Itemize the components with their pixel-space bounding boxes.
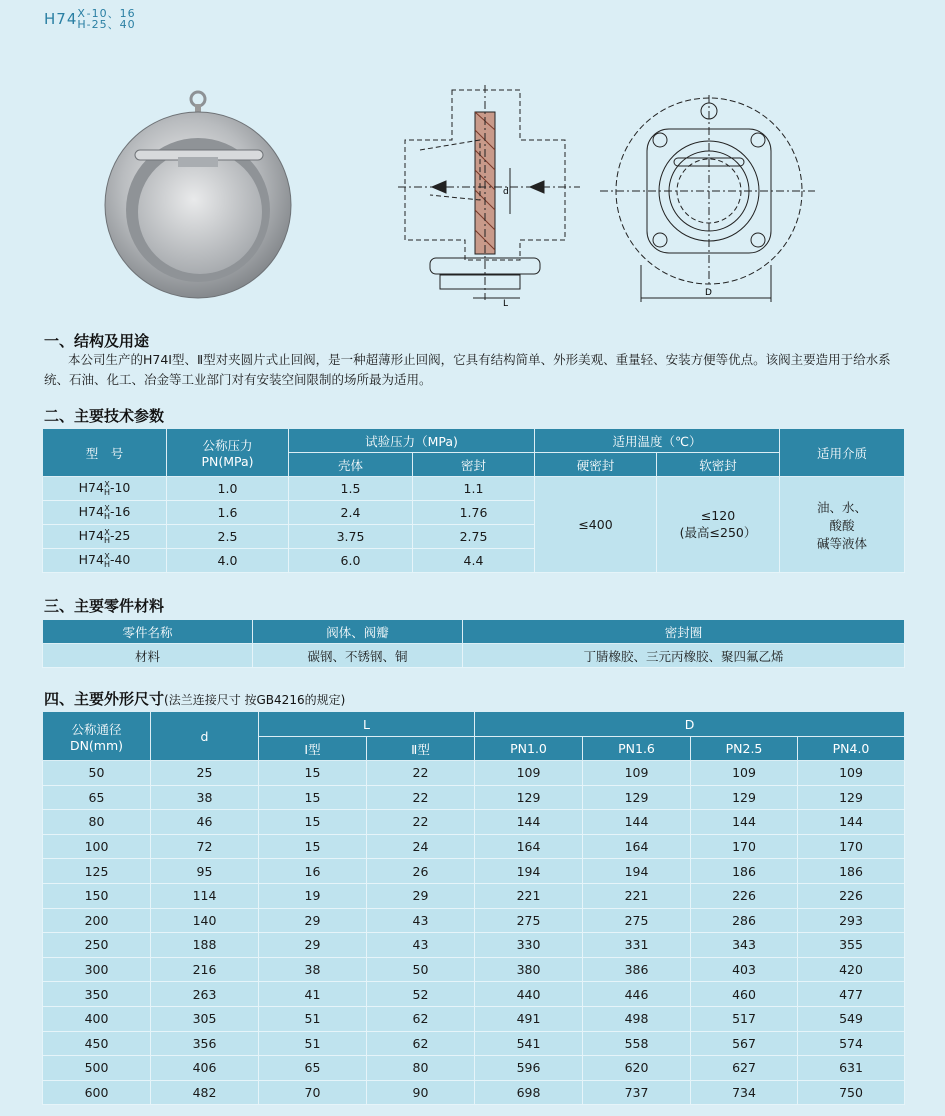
dimension-cell: 22 <box>367 761 475 786</box>
model-cell: H74 X H -10 <box>43 477 167 501</box>
dimension-cell: 286 <box>691 908 798 933</box>
dimension-cell: 24 <box>367 834 475 859</box>
dimensions-table <box>42 711 905 1105</box>
dimension-cell: 51 <box>259 1006 367 1031</box>
dimension-cell: 38 <box>259 957 367 982</box>
pn-cell: 1.6 <box>167 501 289 525</box>
section1-title: 一、结构及用途 <box>44 332 150 350</box>
dimension-cell: 15 <box>259 785 367 810</box>
body-material-cell: 碳钢、不锈钢、铜 <box>253 644 463 668</box>
dimension-cell: 600 <box>43 1080 151 1105</box>
header-d: d <box>151 712 259 761</box>
pressure-stack <box>87 8 136 30</box>
dimension-cell: 144 <box>798 810 905 835</box>
dimension-cell: 22 <box>367 810 475 835</box>
dimension-cell: 221 <box>475 883 583 908</box>
dimension-cell: 129 <box>583 785 691 810</box>
dimension-cell: 50 <box>367 957 475 982</box>
dimension-cell: 29 <box>259 908 367 933</box>
dimension-cell: 355 <box>798 933 905 958</box>
dimension-cell: 440 <box>475 982 583 1007</box>
dimension-cell: 29 <box>259 933 367 958</box>
table-row <box>43 477 905 501</box>
dimension-cell: 90 <box>367 1080 475 1105</box>
dimension-cell: 62 <box>367 1031 475 1056</box>
dimension-cell: 164 <box>475 834 583 859</box>
shell-cell: 2.4 <box>289 501 413 525</box>
table-row <box>43 810 905 835</box>
dimension-cell: 170 <box>691 834 798 859</box>
dimension-cell: 129 <box>691 785 798 810</box>
dimension-cell: 300 <box>43 957 151 982</box>
dimension-cell: 51 <box>259 1031 367 1056</box>
dimension-cell: 100 <box>43 834 151 859</box>
dimension-cell: 574 <box>798 1031 905 1056</box>
table-row <box>43 1056 905 1081</box>
dimension-cell: 350 <box>43 982 151 1007</box>
dimension-cell: 65 <box>259 1056 367 1081</box>
dimension-cell: 482 <box>151 1080 259 1105</box>
dimension-cell: 403 <box>691 957 798 982</box>
dimension-cell: 500 <box>43 1056 151 1081</box>
pressures-top: -10、16 <box>86 7 136 20</box>
dimension-cell: 216 <box>151 957 259 982</box>
dimension-cell: 50 <box>43 761 151 786</box>
dimension-cell: 144 <box>475 810 583 835</box>
hard-seal-temp-cell: ≤400 <box>535 477 657 573</box>
dimension-cell: 194 <box>475 859 583 884</box>
header-medium: 适用介质 <box>780 429 905 477</box>
header-dn: 公称通径 DN(mm) <box>43 712 151 761</box>
dimension-cell: 140 <box>151 908 259 933</box>
dimension-cell: 129 <box>798 785 905 810</box>
dimension-cell: 734 <box>691 1080 798 1105</box>
front-view-drawing-icon <box>600 95 815 302</box>
header-pn2.5: PN2.5 <box>691 737 798 761</box>
table-row <box>43 1006 905 1031</box>
section3-title: 三、主要零件材料 <box>44 597 165 615</box>
dimension-cell: 70 <box>259 1080 367 1105</box>
table-row <box>43 785 905 810</box>
dimension-cell: 16 <box>259 859 367 884</box>
dimension-cell: 400 <box>43 1006 151 1031</box>
dimension-cell: 263 <box>151 982 259 1007</box>
dimension-cell: 38 <box>151 785 259 810</box>
dimension-cell: 22 <box>367 785 475 810</box>
dimensions-body <box>43 761 905 1105</box>
section1-body: 本公司生产的H74Ⅰ型、Ⅱ型对夹圆片式止回阀，是一种超薄形止回阀，它具有结构简单、外形美观、重量轻、安装方便等优点。该阀主要造用于给水系统、石油、化工、冶金等工业部门对有安装空间限制的场所最为适用。 <box>44 352 891 387</box>
model-cell: H74 X H -16 <box>43 501 167 525</box>
dimension-cell: 226 <box>691 883 798 908</box>
variant-bottom: H <box>77 18 87 31</box>
dimension-cell: 620 <box>583 1056 691 1081</box>
header-type1: Ⅰ型 <box>259 737 367 761</box>
seal-material-cell: 丁腈橡胶、三元丙橡胶、聚四氟乙烯 <box>463 644 905 668</box>
dimension-cell: 109 <box>798 761 905 786</box>
dimension-cell: 460 <box>691 982 798 1007</box>
seal-cell: 1.1 <box>413 477 535 501</box>
material-label-cell: 材料 <box>43 644 253 668</box>
dimension-cell: 19 <box>259 883 367 908</box>
header-soft-seal: 软密封 <box>657 453 780 477</box>
model-variant-stack <box>77 8 86 30</box>
dimension-cell: 46 <box>151 810 259 835</box>
dimension-cell: 109 <box>475 761 583 786</box>
dimension-cell: 129 <box>475 785 583 810</box>
tech-params-table <box>42 428 905 573</box>
dimension-cell: 226 <box>798 883 905 908</box>
dimension-cell: 517 <box>691 1006 798 1031</box>
dimension-cell: 109 <box>691 761 798 786</box>
dimension-cell: 596 <box>475 1056 583 1081</box>
figures-area <box>0 80 945 320</box>
table-row <box>43 644 905 668</box>
dim-L-label: L <box>503 299 509 309</box>
dimension-cell: 29 <box>367 883 475 908</box>
dimension-cell: 343 <box>691 933 798 958</box>
header-type2: Ⅱ型 <box>367 737 475 761</box>
dimension-cell: 698 <box>475 1080 583 1105</box>
dimension-cell: 15 <box>259 761 367 786</box>
dimension-cell: 144 <box>583 810 691 835</box>
dimension-cell: 52 <box>367 982 475 1007</box>
dimension-cell: 631 <box>798 1056 905 1081</box>
dimension-cell: 62 <box>367 1006 475 1031</box>
pressures-bottom: -25、40 <box>86 18 136 31</box>
dimension-cell: 15 <box>259 810 367 835</box>
dimension-cell: 164 <box>583 834 691 859</box>
header-seal: 密封 <box>413 453 535 477</box>
table-row <box>43 883 905 908</box>
dim-D-label: D <box>705 288 712 298</box>
dimension-cell: 43 <box>367 933 475 958</box>
header-temperature: 适用温度（℃） <box>535 429 780 453</box>
section2-title: 二、主要技术参数 <box>44 407 165 425</box>
table-row <box>43 982 905 1007</box>
header-model: 型 号 <box>43 429 167 477</box>
dimension-cell: 114 <box>151 883 259 908</box>
dimension-cell: 446 <box>583 982 691 1007</box>
dimension-cell: 380 <box>475 957 583 982</box>
seal-cell: 1.76 <box>413 501 535 525</box>
dimension-cell: 150 <box>43 883 151 908</box>
dimension-cell: 26 <box>367 859 475 884</box>
dimension-cell: 567 <box>691 1031 798 1056</box>
table-row <box>43 859 905 884</box>
dimension-cell: 221 <box>583 883 691 908</box>
header-L: L <box>259 712 475 737</box>
header-pn1.6: PN1.6 <box>583 737 691 761</box>
header-hard-seal: 硬密封 <box>535 453 657 477</box>
shell-cell: 1.5 <box>289 477 413 501</box>
header-shell: 壳体 <box>289 453 413 477</box>
pn-cell: 2.5 <box>167 525 289 549</box>
dimension-cell: 498 <box>583 1006 691 1031</box>
dimension-cell: 65 <box>43 785 151 810</box>
dim-d-label: d <box>503 187 509 197</box>
dimension-cell: 43 <box>367 908 475 933</box>
dimension-cell: 275 <box>475 908 583 933</box>
table-row <box>43 908 905 933</box>
model-cell: H74 X H -25 <box>43 525 167 549</box>
dimension-cell: 125 <box>43 859 151 884</box>
dimension-cell: 330 <box>475 933 583 958</box>
dimension-cell: 200 <box>43 908 151 933</box>
dimension-cell: 186 <box>798 859 905 884</box>
header-D: D <box>475 712 905 737</box>
dimension-cell: 170 <box>798 834 905 859</box>
variant-top: X <box>77 7 86 20</box>
dimension-cell: 293 <box>798 908 905 933</box>
dimension-cell: 420 <box>798 957 905 982</box>
pn-cell: 4.0 <box>167 549 289 573</box>
dimension-cell: 72 <box>151 834 259 859</box>
dimension-cell: 41 <box>259 982 367 1007</box>
table-row <box>43 761 905 786</box>
dimension-cell: 275 <box>583 908 691 933</box>
dimension-cell: 750 <box>798 1080 905 1105</box>
seal-cell: 4.4 <box>413 549 535 573</box>
dimension-cell: 186 <box>691 859 798 884</box>
dimension-cell: 331 <box>583 933 691 958</box>
dimension-cell: 25 <box>151 761 259 786</box>
dimension-cell: 450 <box>43 1031 151 1056</box>
dimension-cell: 356 <box>151 1031 259 1056</box>
dimension-cell: 80 <box>43 810 151 835</box>
header-test-pressure: 试验压力（MPa) <box>289 429 535 453</box>
dimension-cell: 737 <box>583 1080 691 1105</box>
dimension-cell: 250 <box>43 933 151 958</box>
materials-table <box>42 619 905 668</box>
table-row <box>43 1080 905 1105</box>
side-section-drawing-icon <box>398 85 580 300</box>
shell-cell: 3.75 <box>289 525 413 549</box>
medium-cell: 油、水、 酸酸 碱等液体 <box>780 477 905 573</box>
dimension-cell: 188 <box>151 933 259 958</box>
model-code-header <box>44 8 136 30</box>
dimension-cell: 541 <box>475 1031 583 1056</box>
dimension-cell: 305 <box>151 1006 259 1031</box>
dimension-cell: 386 <box>583 957 691 982</box>
dimension-cell: 144 <box>691 810 798 835</box>
dimension-cell: 15 <box>259 834 367 859</box>
model-base: H74 <box>44 10 78 28</box>
shell-cell: 6.0 <box>289 549 413 573</box>
dimension-cell: 95 <box>151 859 259 884</box>
dimension-cell: 194 <box>583 859 691 884</box>
table-row <box>43 933 905 958</box>
dimension-cell: 558 <box>583 1031 691 1056</box>
table-row <box>43 1031 905 1056</box>
dimension-cell: 406 <box>151 1056 259 1081</box>
dimension-cell: 80 <box>367 1056 475 1081</box>
header-seal-ring: 密封圈 <box>463 620 905 644</box>
section4-note: (法兰连接尺寸 按GB4216的规定) <box>164 693 346 707</box>
section4-title: 四、主要外形尺寸(法兰连接尺寸 按GB4216的规定) <box>44 690 346 708</box>
dimension-cell: 627 <box>691 1056 798 1081</box>
dimension-cell: 491 <box>475 1006 583 1031</box>
dimension-cell: 477 <box>798 982 905 1007</box>
header-pn4.0: PN4.0 <box>798 737 905 761</box>
valve-photo-icon <box>105 92 291 298</box>
header-pn: 公称压力 PN(MPa) <box>167 429 289 477</box>
model-cell: H74 X H -40 <box>43 549 167 573</box>
header-body-disc: 阀体、阀瓣 <box>253 620 463 644</box>
dimension-cell: 549 <box>798 1006 905 1031</box>
soft-seal-temp-cell: ≤120 (最高≤250） <box>657 477 780 573</box>
seal-cell: 2.75 <box>413 525 535 549</box>
dimension-cell: 109 <box>583 761 691 786</box>
header-pn1.0: PN1.0 <box>475 737 583 761</box>
table-row <box>43 957 905 982</box>
pn-cell: 1.0 <box>167 477 289 501</box>
header-part-name: 零件名称 <box>43 620 253 644</box>
table-row <box>43 834 905 859</box>
